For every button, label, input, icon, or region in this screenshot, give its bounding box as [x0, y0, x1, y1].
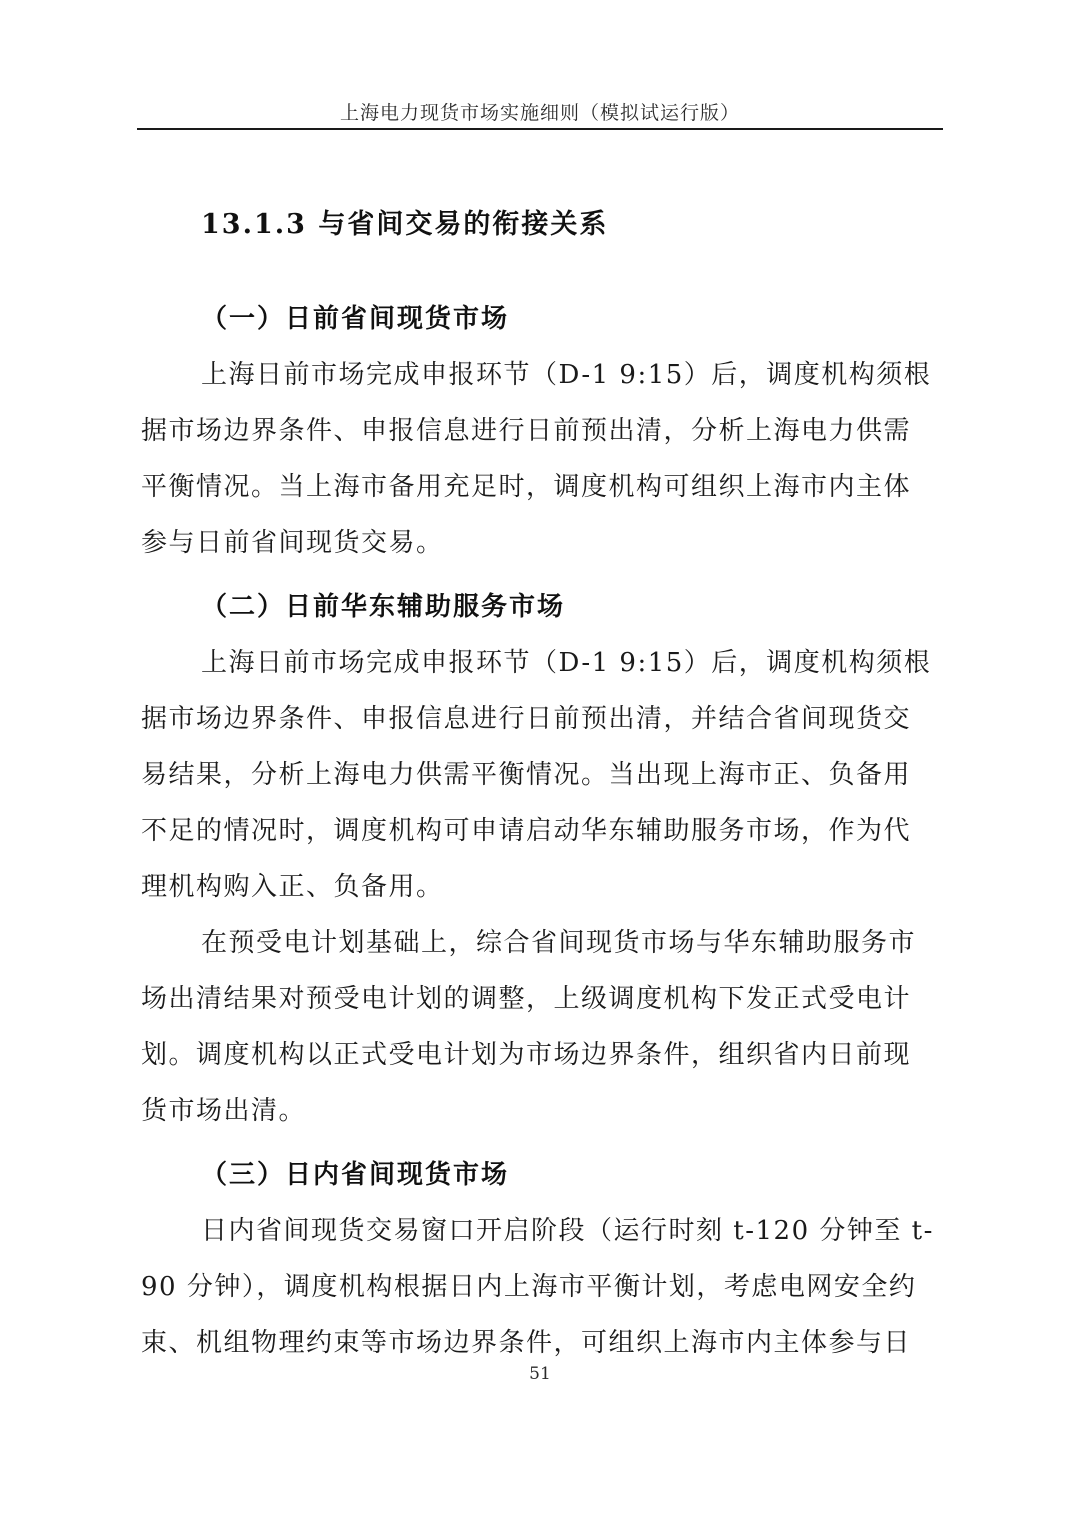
page-number: 51: [529, 1364, 551, 1384]
subsection-heading-2: （二）日前华东辅助服务市场: [201, 592, 566, 622]
subsection-heading-1: （一）日前省间现货市场: [201, 304, 510, 334]
header-divider: [137, 128, 943, 130]
subsection-1-paragraph-1: 上海日前市场完成申报环节（D-1 9:15）后，调度机构须根 据市场边界条件、申报信息进行日前预出清，分析上海电力供需 平衡情况。当上海市备用充足时，调度机构可组织上海市内主体 参与日前省间现货交易。: [141, 360, 932, 558]
subsection-heading-3: （三）日内省间现货市场: [201, 1160, 510, 1190]
section-title: 13.1.3 与省间交易的衔接关系: [201, 209, 609, 240]
subsection-2-paragraph-2: 在预受电计划基础上，综合省间现货市场与华东辅助服务市 场出清结果对预受电计划的调整，上级调度机构下发正式受电计 划。调度机构以正式受电计划为市场边界条件，组织省内日前现 货市场出清。: [141, 928, 917, 1126]
subsection-2-paragraph-1: 上海日前市场完成申报环节（D-1 9:15）后，调度机构须根 据市场边界条件、申报信息进行日前预出清，并结合省间现货交 易结果，分析上海电力供需平衡情况。当出现上海市正、负备用 不足的情况时，调度机构可申请启动华东辅助服务市场，作为代 理机构购入正、负备用。: [141, 648, 932, 902]
running-header: 上海电力现货市场实施细则（模拟试运行版）: [339, 102, 740, 124]
subsection-3-paragraph-1: 日内省间现货交易窗口开启阶段（运行时刻 t-120 分钟至 t- 90 分钟），调度机构根据日内上海市平衡计划，考虑电网安全约 束、机组物理约束等市场边界条件，可组织上海市内主体参与日: [141, 1216, 934, 1358]
page-body: [141, 197, 941, 1371]
